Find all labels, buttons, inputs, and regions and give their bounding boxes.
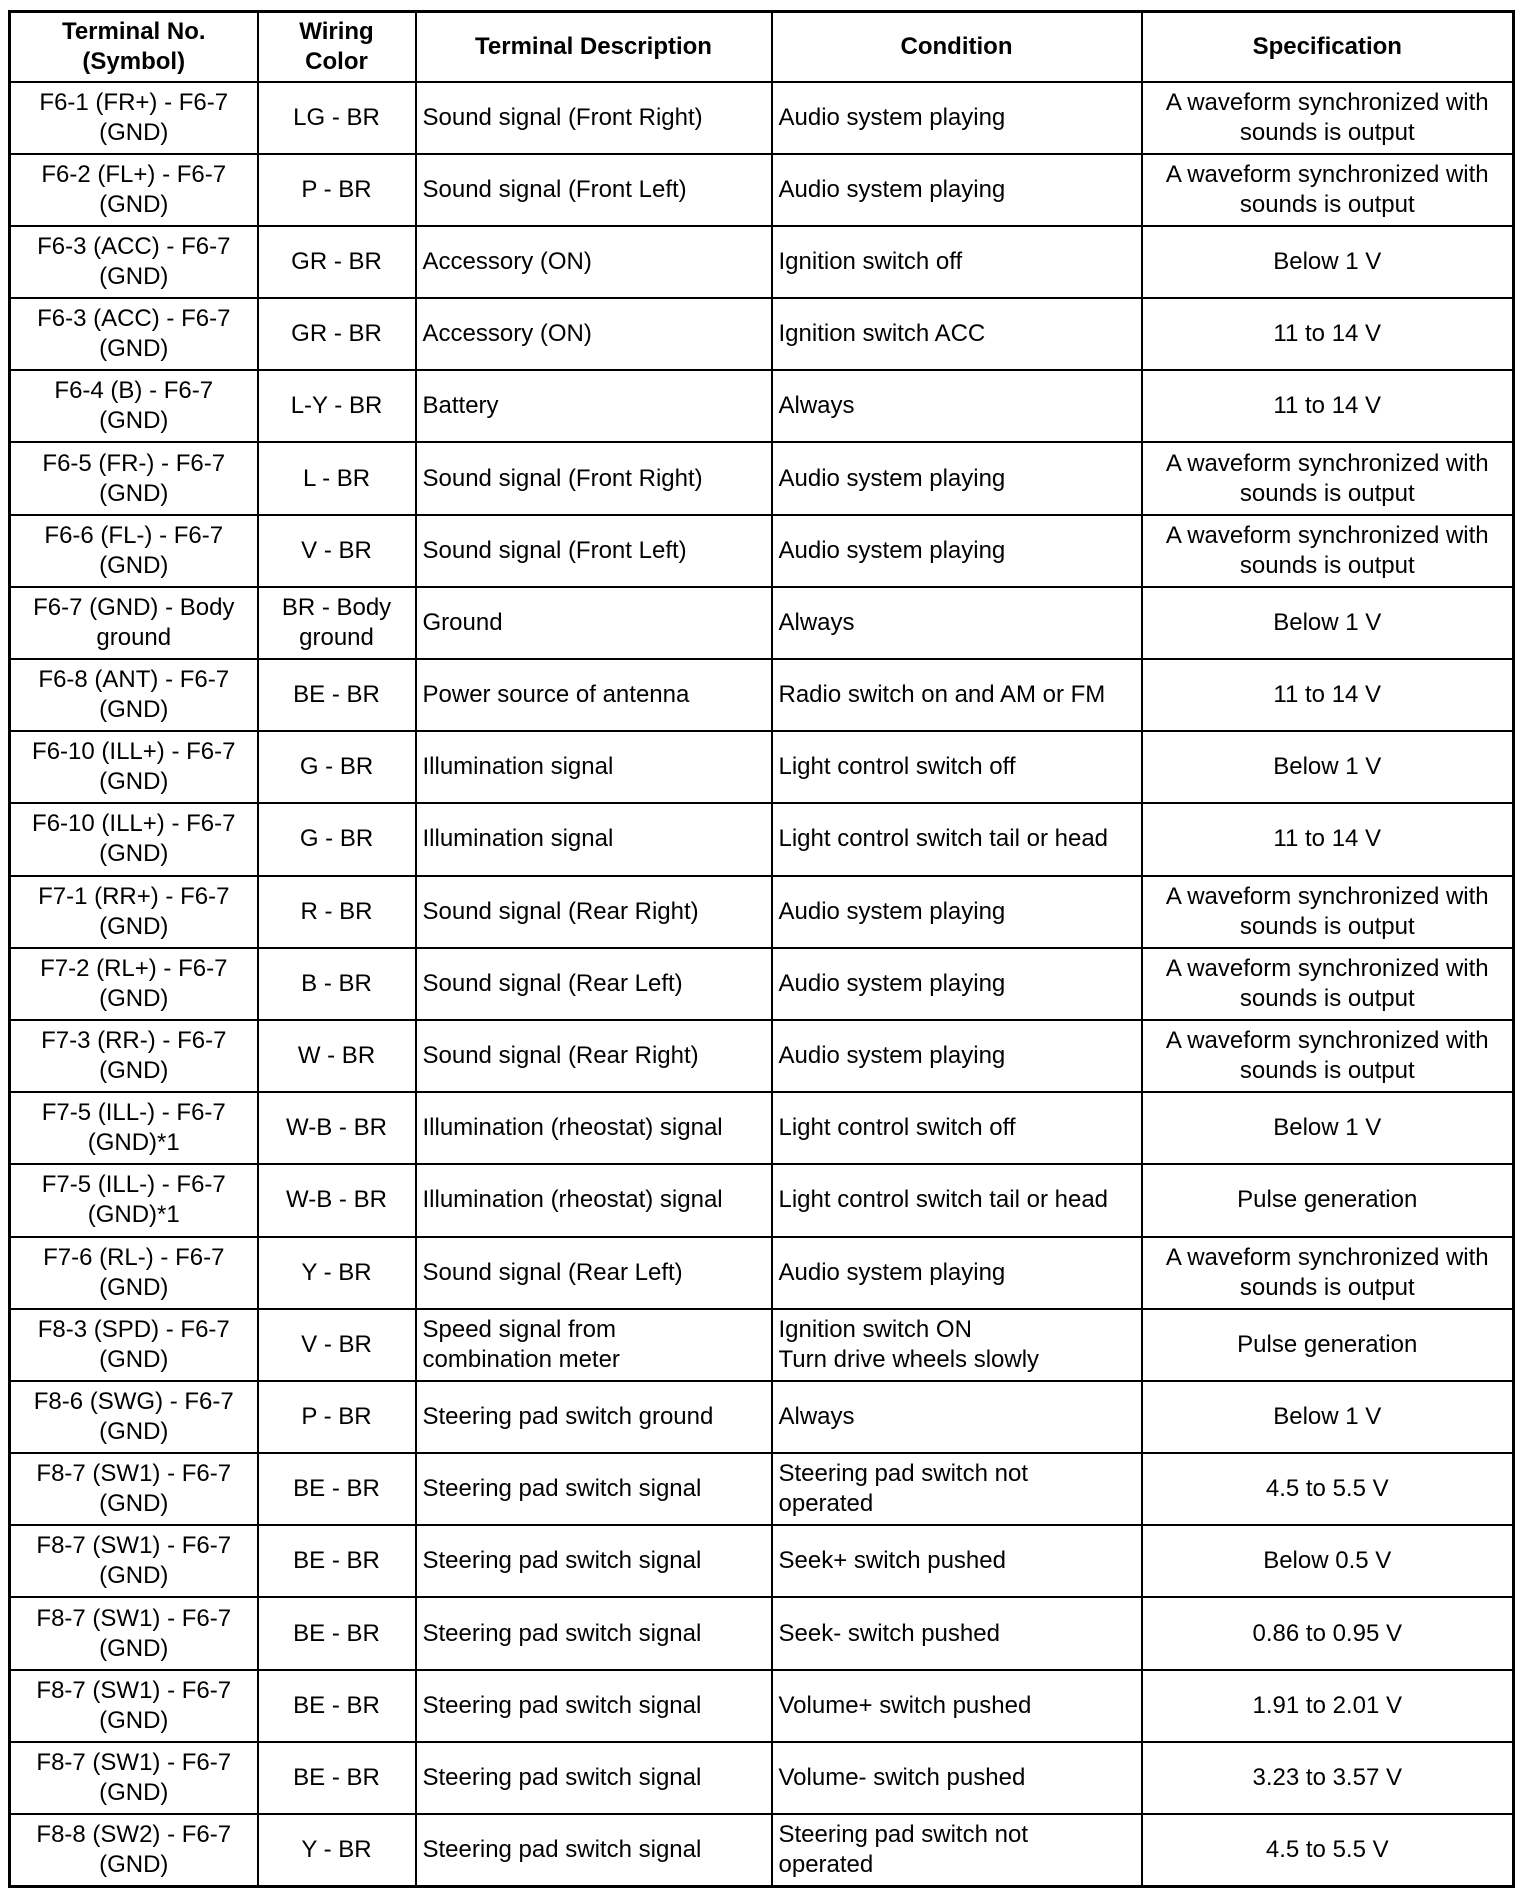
terminal-cell xyxy=(10,515,258,587)
wiring-color-cell xyxy=(258,587,416,659)
specification-cell-text: Pulse generation xyxy=(1237,1330,1418,1358)
specification-cell-text: 3.23 to 3.57 V xyxy=(1252,1763,1402,1791)
condition-cell-text: Light control switch off xyxy=(778,753,1016,781)
wiring-color-cell xyxy=(258,82,416,154)
specification-cell xyxy=(1142,1525,1514,1597)
wiring-color-cell-text: BE - BR xyxy=(293,1691,380,1719)
terminal-cell xyxy=(10,442,258,514)
wiring-color-cell xyxy=(258,1597,416,1669)
condition-cell-text: Light control switch off xyxy=(778,1114,1016,1142)
specification-cell xyxy=(1142,515,1514,587)
specification-cell xyxy=(1142,1237,1514,1309)
condition-cell xyxy=(772,1742,1142,1814)
wiring-color-cell xyxy=(258,1237,416,1309)
specification-cell xyxy=(1142,1597,1514,1669)
wiring-color-cell-text: BE - BR xyxy=(293,1763,380,1791)
wiring-color-cell xyxy=(258,659,416,731)
terminal-cell-text: F7-2 (RL+) - F6-7 (GND) xyxy=(40,954,228,1012)
header-specification: Specification xyxy=(1142,12,1514,82)
header-wiring-color: Wiring Color xyxy=(258,12,416,82)
terminal-cell-text: F6-2 (FL+) - F6-7 (GND) xyxy=(41,160,227,218)
description-cell xyxy=(416,1309,772,1381)
terminal-cell xyxy=(10,298,258,370)
header-terminal-description: Terminal Description xyxy=(416,12,772,82)
header-condition: Condition xyxy=(772,12,1142,82)
description-cell xyxy=(416,659,772,731)
specification-cell xyxy=(1142,1814,1514,1886)
specification-cell-text: Below 1 V xyxy=(1273,753,1382,781)
condition-cell-text: Audio system playing xyxy=(778,464,1006,492)
terminal-cell-text: F6-7 (GND) - Body ground xyxy=(33,593,235,651)
wiring-color-cell-text: W-B - BR xyxy=(286,1114,387,1142)
condition-cell xyxy=(772,659,1142,731)
wiring-color-cell-text: W-B - BR xyxy=(286,1186,387,1214)
condition-cell-text: Audio system playing xyxy=(778,175,1006,203)
terminal-cell xyxy=(10,1814,258,1886)
description-cell xyxy=(416,731,772,803)
terminal-cell xyxy=(10,876,258,948)
wiring-color-cell-text: LG - BR xyxy=(293,103,380,131)
condition-cell xyxy=(772,226,1142,298)
description-cell-text: Sound signal (Rear Right) xyxy=(422,1042,699,1070)
description-cell-text: Ground xyxy=(422,608,503,636)
specification-cell-text: A waveform synchronized with sounds is output xyxy=(1165,1243,1489,1301)
specification-cell xyxy=(1142,1164,1514,1236)
description-cell-text: Sound signal (Front Right) xyxy=(422,103,703,131)
condition-cell-text: Steering pad switch not operated xyxy=(778,1460,1028,1518)
terminal-cell-text: F6-4 (B) - F6-7 (GND) xyxy=(54,377,214,435)
description-cell-text: Accessory (ON) xyxy=(422,247,592,275)
terminal-cell-text: F8-7 (SW1) - F6-7 (GND) xyxy=(36,1532,232,1590)
terminal-cell-text: F8-6 (SWG) - F6-7 (GND) xyxy=(33,1387,234,1445)
table-row xyxy=(10,1381,1514,1453)
condition-cell-text: Light control switch tail or head xyxy=(778,825,1109,853)
specification-cell-text: A waveform synchronized with sounds is output xyxy=(1165,1027,1489,1085)
terminal-cell xyxy=(10,1525,258,1597)
description-cell-text: Steering pad switch signal xyxy=(422,1547,702,1575)
terminal-cell-text: F7-5 (ILL-) - F6-7 (GND)*1 xyxy=(41,1171,226,1229)
description-cell-text: Illumination (rheostat) signal xyxy=(422,1114,723,1142)
specification-cell-text: Below 1 V xyxy=(1273,1114,1382,1142)
description-cell xyxy=(416,442,772,514)
terminal-cell-text: F6-3 (ACC) - F6-7 (GND) xyxy=(37,305,231,363)
wiring-color-cell xyxy=(258,1381,416,1453)
terminal-cell xyxy=(10,1670,258,1742)
description-cell xyxy=(416,1597,772,1669)
condition-cell xyxy=(772,370,1142,442)
specification-cell-text: Below 1 V xyxy=(1273,247,1382,275)
condition-cell-text: Volume- switch pushed xyxy=(778,1763,1026,1791)
specification-cell-text: 11 to 14 V xyxy=(1273,320,1382,348)
terminal-cell-text: F7-3 (RR-) - F6-7 (GND) xyxy=(41,1027,227,1085)
table-row xyxy=(10,731,1514,803)
table-row xyxy=(10,587,1514,659)
wiring-color-cell xyxy=(258,154,416,226)
table-row xyxy=(10,226,1514,298)
table-row xyxy=(10,298,1514,370)
condition-cell-text: Audio system playing xyxy=(778,1258,1006,1286)
specification-cell xyxy=(1142,1092,1514,1164)
condition-cell xyxy=(772,1237,1142,1309)
description-cell xyxy=(416,154,772,226)
description-cell xyxy=(416,1742,772,1814)
condition-cell-text: Light control switch tail or head xyxy=(778,1186,1109,1214)
specification-cell xyxy=(1142,1309,1514,1381)
condition-cell xyxy=(772,515,1142,587)
description-cell xyxy=(416,1381,772,1453)
terminal-cell xyxy=(10,1092,258,1164)
condition-cell-text: Ignition switch ON Turn drive wheels slowly xyxy=(778,1315,1040,1373)
wiring-color-cell-text: BR - Body ground xyxy=(281,593,392,651)
description-cell-text: Sound signal (Front Left) xyxy=(422,175,687,203)
table-row xyxy=(10,948,1514,1020)
terminal-cell-text: F6-10 (ILL+) - F6-7 (GND) xyxy=(32,810,236,868)
description-cell xyxy=(416,1237,772,1309)
condition-cell xyxy=(772,442,1142,514)
terminal-cell xyxy=(10,1020,258,1092)
wiring-color-cell xyxy=(258,1092,416,1164)
specification-cell xyxy=(1142,803,1514,875)
description-cell-text: Steering pad switch signal xyxy=(422,1691,702,1719)
condition-cell xyxy=(772,298,1142,370)
description-cell xyxy=(416,1670,772,1742)
specification-cell-text: A waveform synchronized with sounds is output xyxy=(1165,449,1489,507)
condition-cell-text: Seek+ switch pushed xyxy=(778,1547,1006,1575)
description-cell xyxy=(416,1020,772,1092)
specification-cell xyxy=(1142,587,1514,659)
condition-cell xyxy=(772,1670,1142,1742)
specification-cell xyxy=(1142,659,1514,731)
terminal-cell xyxy=(10,731,258,803)
condition-cell xyxy=(772,803,1142,875)
condition-cell xyxy=(772,587,1142,659)
table-row xyxy=(10,659,1514,731)
terminal-cell-text: F6-1 (FR+) - F6-7 (GND) xyxy=(39,88,229,146)
condition-cell xyxy=(772,1814,1142,1886)
wiring-color-cell-text: P - BR xyxy=(301,175,372,203)
specification-cell xyxy=(1142,298,1514,370)
condition-cell-text: Volume+ switch pushed xyxy=(778,1691,1032,1719)
wiring-color-cell xyxy=(258,298,416,370)
wiring-color-cell xyxy=(258,1164,416,1236)
wiring-color-cell xyxy=(258,876,416,948)
wiring-color-cell xyxy=(258,948,416,1020)
table-row xyxy=(10,154,1514,226)
specification-cell xyxy=(1142,370,1514,442)
description-cell xyxy=(416,515,772,587)
specification-cell xyxy=(1142,1020,1514,1092)
terminal-cell-text: F7-5 (ILL-) - F6-7 (GND)*1 xyxy=(41,1099,226,1157)
wiring-color-cell xyxy=(258,803,416,875)
description-cell-text: Sound signal (Front Left) xyxy=(422,536,687,564)
wiring-color-cell-text: B - BR xyxy=(301,969,372,997)
condition-cell-text: Always xyxy=(778,1402,855,1430)
header-row xyxy=(10,12,1514,82)
wiring-color-cell xyxy=(258,1453,416,1525)
terminal-cell-text: F8-7 (SW1) - F6-7 (GND) xyxy=(36,1460,232,1518)
specification-cell xyxy=(1142,1670,1514,1742)
terminal-cell-text: F6-5 (FR-) - F6-7 (GND) xyxy=(42,449,226,507)
table-row xyxy=(10,515,1514,587)
wiring-color-cell xyxy=(258,1814,416,1886)
wiring-color-cell-text: G - BR xyxy=(299,825,374,853)
description-cell-text: Steering pad switch signal xyxy=(422,1619,702,1647)
wiring-color-cell-text: GR - BR xyxy=(291,320,382,348)
specification-cell xyxy=(1142,948,1514,1020)
terminal-cell-text: F8-7 (SW1) - F6-7 (GND) xyxy=(36,1676,232,1734)
description-cell-text: Steering pad switch signal xyxy=(422,1475,702,1503)
condition-cell-text: Audio system playing xyxy=(778,897,1006,925)
terminal-cell-text: F8-7 (SW1) - F6-7 (GND) xyxy=(36,1748,232,1806)
wiring-color-cell-text: GR - BR xyxy=(291,247,382,275)
condition-cell xyxy=(772,1309,1142,1381)
condition-cell xyxy=(772,876,1142,948)
terminal-cell xyxy=(10,1309,258,1381)
specification-cell-text: 11 to 14 V xyxy=(1273,392,1382,420)
table-row xyxy=(10,1092,1514,1164)
terminal-cell-text: F6-10 (ILL+) - F6-7 (GND) xyxy=(32,738,236,796)
description-cell-text: Battery xyxy=(422,392,499,420)
table-header xyxy=(10,12,1514,82)
specification-cell-text: Pulse generation xyxy=(1237,1186,1418,1214)
wiring-color-cell-text: L - BR xyxy=(302,464,371,492)
description-cell xyxy=(416,226,772,298)
condition-cell xyxy=(772,154,1142,226)
description-cell-text: Illumination signal xyxy=(422,753,614,781)
description-cell-text: Power source of antenna xyxy=(422,681,690,709)
terminal-cell-text: F8-3 (SPD) - F6-7 (GND) xyxy=(37,1315,230,1373)
condition-cell xyxy=(772,1092,1142,1164)
terminal-cell xyxy=(10,587,258,659)
condition-cell xyxy=(772,82,1142,154)
terminal-spec-table xyxy=(8,10,1515,1888)
specification-cell-text: A waveform synchronized with sounds is output xyxy=(1165,521,1489,579)
description-cell-text: Illumination signal xyxy=(422,825,614,853)
terminal-cell xyxy=(10,803,258,875)
wiring-color-cell xyxy=(258,226,416,298)
condition-cell-text: Audio system playing xyxy=(778,1042,1006,1070)
terminal-cell-text: F6-3 (ACC) - F6-7 (GND) xyxy=(37,232,231,290)
wiring-color-cell xyxy=(258,370,416,442)
description-cell-text: Steering pad switch signal xyxy=(422,1763,702,1791)
terminal-cell xyxy=(10,1381,258,1453)
description-cell xyxy=(416,298,772,370)
description-cell xyxy=(416,370,772,442)
terminal-cell xyxy=(10,948,258,1020)
terminal-cell xyxy=(10,1742,258,1814)
description-cell xyxy=(416,948,772,1020)
wiring-color-cell-text: G - BR xyxy=(299,753,374,781)
table-row xyxy=(10,876,1514,948)
table-row xyxy=(10,1309,1514,1381)
condition-cell xyxy=(772,1020,1142,1092)
specification-cell xyxy=(1142,1453,1514,1525)
specification-cell xyxy=(1142,82,1514,154)
description-cell xyxy=(416,1453,772,1525)
table-row xyxy=(10,803,1514,875)
condition-cell-text: Always xyxy=(778,392,855,420)
wiring-color-cell-text: BE - BR xyxy=(293,1619,380,1647)
terminal-cell xyxy=(10,226,258,298)
specification-cell-text: Below 1 V xyxy=(1273,608,1382,636)
table-row xyxy=(10,1237,1514,1309)
condition-cell-text: Audio system playing xyxy=(778,103,1006,131)
description-cell-text: Sound signal (Front Right) xyxy=(422,464,703,492)
wiring-color-cell-text: P - BR xyxy=(301,1402,372,1430)
description-cell xyxy=(416,82,772,154)
terminal-cell xyxy=(10,1597,258,1669)
header-terminal: Terminal No. (Symbol) xyxy=(10,12,258,82)
description-cell-text: Sound signal (Rear Right) xyxy=(422,897,699,925)
wiring-color-cell xyxy=(258,1020,416,1092)
description-cell xyxy=(416,1092,772,1164)
wiring-color-cell xyxy=(258,515,416,587)
condition-cell-text: Audio system playing xyxy=(778,969,1006,997)
description-cell-text: Speed signal from combination meter xyxy=(422,1315,620,1373)
terminal-cell xyxy=(10,370,258,442)
specification-cell-text: A waveform synchronized with sounds is output xyxy=(1165,160,1489,218)
specification-cell-text: 11 to 14 V xyxy=(1273,825,1382,853)
condition-cell-text: Seek- switch pushed xyxy=(778,1619,1000,1647)
wiring-color-cell-text: W - BR xyxy=(297,1042,376,1070)
condition-cell xyxy=(772,1525,1142,1597)
table-row xyxy=(10,1453,1514,1525)
description-cell-text: Sound signal (Rear Left) xyxy=(422,1258,683,1286)
specification-cell xyxy=(1142,1381,1514,1453)
table-row xyxy=(10,1525,1514,1597)
terminal-cell-text: F7-1 (RR+) - F6-7 (GND) xyxy=(38,882,230,940)
condition-cell xyxy=(772,1381,1142,1453)
specification-cell xyxy=(1142,226,1514,298)
wiring-color-cell-text: Y - BR xyxy=(301,1835,372,1863)
condition-cell-text: Steering pad switch not operated xyxy=(778,1820,1028,1878)
specification-cell xyxy=(1142,154,1514,226)
condition-cell-text: Ignition switch ACC xyxy=(778,320,986,348)
condition-cell xyxy=(772,1453,1142,1525)
wiring-color-cell-text: V - BR xyxy=(301,536,372,564)
condition-cell-text: Radio switch on and AM or FM xyxy=(778,681,1106,709)
description-cell xyxy=(416,1164,772,1236)
table-row xyxy=(10,1164,1514,1236)
condition-cell xyxy=(772,948,1142,1020)
specification-cell-text: 4.5 to 5.5 V xyxy=(1265,1475,1389,1503)
specification-cell-text: Below 0.5 V xyxy=(1263,1547,1392,1575)
specification-cell-text: 4.5 to 5.5 V xyxy=(1265,1835,1389,1863)
wiring-color-cell xyxy=(258,1670,416,1742)
terminal-cell-text: F7-6 (RL-) - F6-7 (GND) xyxy=(43,1243,225,1301)
table-row xyxy=(10,1814,1514,1886)
condition-cell xyxy=(772,1597,1142,1669)
wiring-color-cell-text: BE - BR xyxy=(293,1475,380,1503)
terminal-cell xyxy=(10,1453,258,1525)
condition-cell-text: Audio system playing xyxy=(778,536,1006,564)
table-row xyxy=(10,82,1514,154)
table-row xyxy=(10,1020,1514,1092)
specification-cell-text: A waveform synchronized with sounds is output xyxy=(1165,88,1489,146)
wiring-color-cell-text: L-Y - BR xyxy=(290,392,383,420)
description-cell xyxy=(416,1525,772,1597)
specification-cell-text: 11 to 14 V xyxy=(1273,681,1382,709)
specification-cell-text: A waveform synchronized with sounds is output xyxy=(1165,882,1489,940)
description-cell xyxy=(416,587,772,659)
description-cell xyxy=(416,803,772,875)
table-row xyxy=(10,1670,1514,1742)
table-row xyxy=(10,442,1514,514)
wiring-color-cell xyxy=(258,731,416,803)
condition-cell xyxy=(772,731,1142,803)
specification-cell xyxy=(1142,876,1514,948)
condition-cell xyxy=(772,1164,1142,1236)
table-row xyxy=(10,1597,1514,1669)
specification-cell xyxy=(1142,442,1514,514)
terminal-cell xyxy=(10,1164,258,1236)
condition-cell-text: Ignition switch off xyxy=(778,247,963,275)
wiring-color-cell xyxy=(258,1525,416,1597)
specification-cell-text: 0.86 to 0.95 V xyxy=(1252,1619,1402,1647)
table-body xyxy=(10,82,1514,1887)
description-cell-text: Accessory (ON) xyxy=(422,320,592,348)
specification-cell xyxy=(1142,731,1514,803)
specification-cell-text: 1.91 to 2.01 V xyxy=(1252,1691,1402,1719)
wiring-color-cell-text: BE - BR xyxy=(293,681,380,709)
wiring-color-cell-text: V - BR xyxy=(301,1330,372,1358)
specification-cell xyxy=(1142,1742,1514,1814)
description-cell xyxy=(416,1814,772,1886)
wiring-color-cell xyxy=(258,1742,416,1814)
terminal-cell-text: F6-8 (ANT) - F6-7 (GND) xyxy=(38,666,230,724)
wiring-color-cell-text: BE - BR xyxy=(293,1547,380,1575)
wiring-color-cell-text: Y - BR xyxy=(301,1258,372,1286)
terminal-cell xyxy=(10,1237,258,1309)
description-cell xyxy=(416,876,772,948)
specification-cell-text: A waveform synchronized with sounds is output xyxy=(1165,954,1489,1012)
description-cell-text: Steering pad switch signal xyxy=(422,1835,702,1863)
wiring-color-cell xyxy=(258,1309,416,1381)
table-row xyxy=(10,370,1514,442)
description-cell-text: Sound signal (Rear Left) xyxy=(422,969,683,997)
terminal-cell xyxy=(10,154,258,226)
description-cell-text: Illumination (rheostat) signal xyxy=(422,1186,723,1214)
terminal-cell-text: F6-6 (FL-) - F6-7 (GND) xyxy=(44,521,224,579)
wiring-color-cell xyxy=(258,442,416,514)
wiring-color-cell-text: R - BR xyxy=(300,897,373,925)
condition-cell-text: Always xyxy=(778,608,855,636)
terminal-cell xyxy=(10,659,258,731)
terminal-cell-text: F8-8 (SW2) - F6-7 (GND) xyxy=(36,1820,232,1878)
specification-cell-text: Below 1 V xyxy=(1273,1402,1382,1430)
terminal-cell xyxy=(10,82,258,154)
terminal-cell-text: F8-7 (SW1) - F6-7 (GND) xyxy=(36,1604,232,1662)
table-row xyxy=(10,1742,1514,1814)
description-cell-text: Steering pad switch ground xyxy=(422,1402,714,1430)
